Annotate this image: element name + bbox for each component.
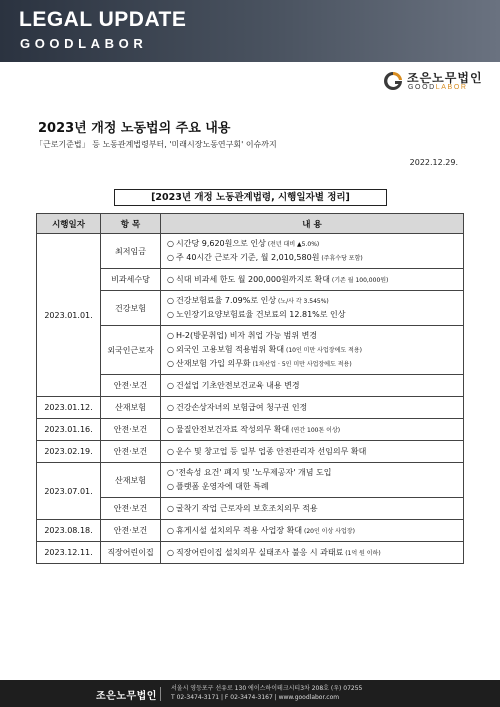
effective-date-cell: 2023.12.11. <box>37 542 101 564</box>
bullet-circle-icon: ○ <box>167 402 174 412</box>
category-cell: 안전·보건 <box>101 520 161 542</box>
bullet-circle-icon: ○ <box>167 424 174 434</box>
content-text: 건설업 기초안전보건교육 내용 변경 <box>176 380 300 390</box>
header-item: 항 목 <box>101 214 161 234</box>
bullet-circle-icon: ○ <box>167 345 174 354</box>
table-row <box>37 498 464 520</box>
logo-en-accent: LABOR <box>435 84 468 91</box>
content-note: (전년 대비 ▲5.0%) <box>265 241 320 248</box>
schedule-table <box>36 213 464 564</box>
category-cell: 최저임금 <box>101 234 161 269</box>
content-line <box>167 343 457 357</box>
footer-address: 서울시 영등포구 선유로 130 에이스하이테크시티3차 208호 (우) 07255 <box>171 685 363 692</box>
content-note: (1차산업 · 5인 미만 사업장에도 적용) <box>250 361 352 368</box>
content-line <box>167 251 457 265</box>
category-cell: 건강보험 <box>101 291 161 326</box>
content-line <box>167 294 457 308</box>
content-cell <box>161 397 464 419</box>
category-cell: 비과세수당 <box>101 269 161 291</box>
header-content: 내 용 <box>161 214 464 234</box>
footer <box>0 680 500 707</box>
effective-date-cell: 2023.01.16. <box>37 419 101 441</box>
goodlabor-logo-icon <box>383 71 403 91</box>
table-row <box>37 463 464 498</box>
content-cell <box>161 375 464 397</box>
content-cell <box>161 269 464 291</box>
content-text: 건강손상자녀의 보험급여 청구권 인정 <box>176 402 308 412</box>
effective-date-cell: 2023.01.12. <box>37 397 101 419</box>
table-row <box>37 397 464 419</box>
category-cell: 안전·보건 <box>101 419 161 441</box>
bullet-circle-icon: ○ <box>167 482 174 491</box>
table-row <box>37 520 464 542</box>
category-cell: 안전·보건 <box>101 441 161 463</box>
content-text: 건강보험료율 7.09%로 인상 <box>176 296 277 305</box>
document-date: 2022.12.29. <box>409 158 458 167</box>
content-cell <box>161 326 464 375</box>
content-cell <box>161 520 464 542</box>
content-line <box>167 546 457 560</box>
bullet-circle-icon: ○ <box>167 446 174 456</box>
content-cell <box>161 542 464 564</box>
content-text: H-2(방문취업) 비자 취업 가능 범위 변경 <box>176 331 318 340</box>
table-header-row <box>37 214 464 234</box>
content-line <box>167 502 457 516</box>
bullet-circle-icon: ○ <box>167 331 174 340</box>
content-line <box>167 329 457 343</box>
category-cell: 안전·보건 <box>101 375 161 397</box>
content-cell <box>161 419 464 441</box>
company-logo <box>383 68 493 94</box>
category-cell: 직장어린이집 <box>101 542 161 564</box>
bullet-circle-icon: ○ <box>167 503 174 513</box>
content-text: 플랫폼 운영자에 대한 특례 <box>176 482 269 491</box>
content-line <box>167 423 457 437</box>
content-note: (노/사 각 3.545%) <box>276 298 329 305</box>
content-text: 산재보험 가입 의무화 <box>176 359 251 368</box>
table-row <box>37 419 464 441</box>
table-row <box>37 291 464 326</box>
table-row <box>37 326 464 375</box>
category-cell: 산재보험 <box>101 463 161 498</box>
content-line <box>167 308 457 322</box>
content-cell <box>161 234 464 269</box>
content-text: 외국인 고용보험 적용범위 확대 <box>176 345 285 354</box>
bullet-circle-icon: ○ <box>167 253 174 262</box>
bullet-circle-icon: ○ <box>167 310 174 319</box>
table-row <box>37 375 464 397</box>
content-note: (10인 미만 사업장에도 적용) <box>284 347 362 354</box>
document-title: 2023년 개정 노동법의 주요 내용 <box>38 121 231 136</box>
content-note: (기존 월 100,000원) <box>330 276 389 284</box>
bullet-circle-icon: ○ <box>167 547 174 557</box>
content-line <box>167 273 457 287</box>
content-text: 주 40시간 근로자 기준, 월 2,010,580원 <box>176 253 320 262</box>
content-text: '전속성 요건' 폐지 및 '노무제공자' 개념 도입 <box>176 468 332 477</box>
category-cell: 산재보험 <box>101 397 161 419</box>
content-text: 시간당 9,620원으로 인상 <box>176 239 266 248</box>
category-cell: 외국인근로자 <box>101 326 161 375</box>
logo-name-en <box>408 84 468 91</box>
content-note: (1억 원 이하) <box>343 549 381 557</box>
header-date: 시행일자 <box>37 214 101 234</box>
content-note: (연간 100톤 이상) <box>289 426 341 434</box>
table-row <box>37 441 464 463</box>
logo-name-ko: 조은노무법인 <box>407 71 483 85</box>
content-line <box>167 401 457 415</box>
content-cell <box>161 463 464 498</box>
content-line <box>167 379 457 393</box>
content-note: (20인 이상 사업장) <box>302 527 355 535</box>
content-note: (주휴수당 포함) <box>319 255 363 262</box>
content-text: 굴착기 작업 근로자의 보호조치의무 적용 <box>176 503 318 513</box>
content-text: 노인장기요양보험료율 건보료의 12.81%로 인상 <box>176 310 346 319</box>
content-line <box>167 445 457 459</box>
content-line <box>167 480 457 494</box>
content-text: 직장어린이집 설치의무 실태조사 불응 시 과태료 <box>176 547 344 557</box>
header-title: LEGAL UPDATE <box>19 8 187 31</box>
table-caption: [2023년 개정 노동관계법령, 시행일자별 정리] <box>114 189 387 206</box>
document-subtitle: 「근로기준법」 등 노동관계법령부터, '미래시장노동연구회' 이슈까지 <box>35 140 277 149</box>
content-text: 식대 비과세 한도 월 200,000원까지로 확대 <box>176 274 330 284</box>
footer-contact: T 02-3474-3171 | F 02-3474-3167 | www.goodlabor.com <box>171 694 340 701</box>
header-subtitle: GOODLABOR <box>20 36 148 51</box>
bullet-circle-icon: ○ <box>167 380 174 390</box>
footer-divider <box>160 687 161 701</box>
effective-date-cell: 2023.01.01. <box>37 234 101 397</box>
bullet-circle-icon: ○ <box>167 525 174 535</box>
category-cell: 안전·보건 <box>101 498 161 520</box>
content-text: 휴게시설 설치의무 적용 사업장 확대 <box>176 525 303 535</box>
content-cell <box>161 498 464 520</box>
content-text: 물질안전보건자료 작성의무 확대 <box>176 424 290 434</box>
effective-date-cell: 2023.02.19. <box>37 441 101 463</box>
table-row <box>37 542 464 564</box>
content-text: 운수 및 창고업 등 일부 업종 안전관리자 선임의무 확대 <box>176 446 367 456</box>
bullet-circle-icon: ○ <box>167 296 174 305</box>
effective-date-cell: 2023.07.01. <box>37 463 101 520</box>
bullet-circle-icon: ○ <box>167 239 174 248</box>
header-banner <box>0 0 500 62</box>
content-cell <box>161 291 464 326</box>
bullet-circle-icon: ○ <box>167 359 174 368</box>
footer-contact-block <box>171 684 362 702</box>
content-line <box>167 357 457 371</box>
footer-company-name: 조은노무법인 <box>96 691 157 702</box>
bullet-circle-icon: ○ <box>167 274 174 284</box>
content-line <box>167 237 457 251</box>
bullet-circle-icon: ○ <box>167 468 174 477</box>
content-line <box>167 524 457 538</box>
table-row <box>37 234 464 269</box>
table-row <box>37 269 464 291</box>
logo-en-part: GOOD <box>408 84 436 91</box>
content-line <box>167 466 457 480</box>
content-cell <box>161 441 464 463</box>
effective-date-cell: 2023.08.18. <box>37 520 101 542</box>
